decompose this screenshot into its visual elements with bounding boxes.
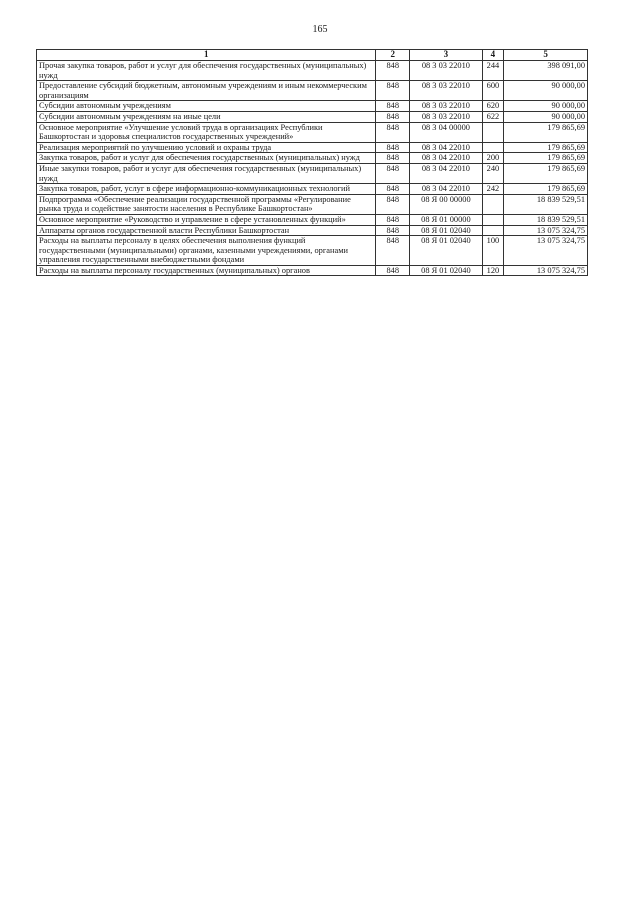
row-type: 200 <box>482 153 503 164</box>
row-amount: 398 091,00 <box>504 61 588 81</box>
row-code: 848 <box>376 101 410 112</box>
row-type: 120 <box>482 265 503 276</box>
table-header-row <box>37 50 588 61</box>
row-name: Иные закупки товаров, работ и услуг для обеспечения государственных (муниципальных) нужд <box>37 163 376 183</box>
row-section: 08 3 03 22010 <box>410 111 483 122</box>
row-type <box>482 194 503 214</box>
table-row <box>37 153 588 164</box>
row-name: Прочая закупка товаров, работ и услуг для обеспечения государственных (муниципальных) нужд <box>37 61 376 81</box>
budget-table <box>36 49 588 276</box>
row-section: 08 Я 00 00000 <box>410 194 483 214</box>
row-type: 240 <box>482 163 503 183</box>
row-code: 848 <box>376 184 410 195</box>
row-type: 600 <box>482 81 503 101</box>
row-type: 244 <box>482 61 503 81</box>
row-code: 848 <box>376 122 410 142</box>
row-section: 08 3 04 22010 <box>410 163 483 183</box>
row-code: 848 <box>376 194 410 214</box>
table-row <box>37 194 588 214</box>
header-col-3: 3 <box>410 50 483 61</box>
header-col-1: 1 <box>37 50 376 61</box>
row-amount: 18 839 529,51 <box>504 214 588 225</box>
row-type <box>482 225 503 236</box>
row-section: 08 Я 01 00000 <box>410 214 483 225</box>
row-amount: 90 000,00 <box>504 81 588 101</box>
row-type <box>482 214 503 225</box>
table-body <box>37 61 588 276</box>
table-row <box>37 142 588 153</box>
header-col-5: 5 <box>504 50 588 61</box>
row-amount: 179 865,69 <box>504 184 588 195</box>
row-code: 848 <box>376 142 410 153</box>
table-row <box>37 163 588 183</box>
row-amount: 90 000,00 <box>504 111 588 122</box>
row-name: Подпрограмма «Обеспечение реализации государственной программы «Регулирование рынка труда и содействие занятости населения в Республике Башкортостан» <box>37 194 376 214</box>
table-row <box>37 61 588 81</box>
row-name: Расходы на выплаты персоналу государственных (муниципальных) органов <box>37 265 376 276</box>
row-section: 08 3 04 00000 <box>410 122 483 142</box>
row-type <box>482 122 503 142</box>
table-row <box>37 214 588 225</box>
page-number: 165 <box>312 24 328 35</box>
row-code: 848 <box>376 61 410 81</box>
row-name: Субсидии автономным учреждениям <box>37 101 376 112</box>
row-section: 08 Я 01 02040 <box>410 236 483 266</box>
row-amount: 90 000,00 <box>504 101 588 112</box>
table-row <box>37 225 588 236</box>
row-type: 242 <box>482 184 503 195</box>
row-name: Субсидии автономным учреждениям на иные цели <box>37 111 376 122</box>
row-section: 08 3 03 22010 <box>410 101 483 112</box>
row-amount: 18 839 529,51 <box>504 194 588 214</box>
row-amount: 13 075 324,75 <box>504 236 588 266</box>
row-type: 620 <box>482 101 503 112</box>
row-code: 848 <box>376 236 410 266</box>
row-amount: 179 865,69 <box>504 142 588 153</box>
row-section: 08 3 03 22010 <box>410 61 483 81</box>
table-row <box>37 122 588 142</box>
row-amount: 13 075 324,75 <box>504 225 588 236</box>
row-name: Расходы на выплаты персоналу в целях обеспечения выполнения функций государственными (муниципальными) органами, казенными учреждениями, органами управления государственными внебюджетными фондами <box>37 236 376 266</box>
row-type: 622 <box>482 111 503 122</box>
row-name: Закупка товаров, работ, услуг в сфере информационно-коммуникационных технологий <box>37 184 376 195</box>
row-code: 848 <box>376 214 410 225</box>
table-row <box>37 184 588 195</box>
row-section: 08 Я 01 02040 <box>410 225 483 236</box>
row-name: Предоставление субсидий бюджетным, автономным учреждениям и иным некоммерческим организациям <box>37 81 376 101</box>
row-name: Реализация мероприятий по улучшению условий и охраны труда <box>37 142 376 153</box>
row-name: Основное мероприятие «Улучшение условий труда в организациях Республики Башкортостан и здоровья специалистов государственных учреждений» <box>37 122 376 142</box>
row-name: Основное мероприятие «Руководство и управление в сфере установленных функций» <box>37 214 376 225</box>
row-code: 848 <box>376 265 410 276</box>
row-type: 100 <box>482 236 503 266</box>
row-amount: 179 865,69 <box>504 122 588 142</box>
row-code: 848 <box>376 81 410 101</box>
table-row <box>37 101 588 112</box>
row-section: 08 3 04 22010 <box>410 142 483 153</box>
row-amount: 179 865,69 <box>504 153 588 164</box>
table-row <box>37 81 588 101</box>
table-row <box>37 236 588 266</box>
row-name: Аппараты органов государственной власти Республики Башкортостан <box>37 225 376 236</box>
row-name: Закупка товаров, работ и услуг для обеспечения государственных (муниципальных) нужд <box>37 153 376 164</box>
table-row <box>37 265 588 276</box>
row-section: 08 3 04 22010 <box>410 153 483 164</box>
row-code: 848 <box>376 163 410 183</box>
row-code: 848 <box>376 153 410 164</box>
header-col-4: 4 <box>482 50 503 61</box>
row-section: 08 Я 01 02040 <box>410 265 483 276</box>
row-type <box>482 142 503 153</box>
row-amount: 13 075 324,75 <box>504 265 588 276</box>
row-section: 08 3 04 22010 <box>410 184 483 195</box>
table-row <box>37 111 588 122</box>
row-section: 08 3 03 22010 <box>410 81 483 101</box>
header-col-2: 2 <box>376 50 410 61</box>
row-amount: 179 865,69 <box>504 163 588 183</box>
row-code: 848 <box>376 225 410 236</box>
row-code: 848 <box>376 111 410 122</box>
